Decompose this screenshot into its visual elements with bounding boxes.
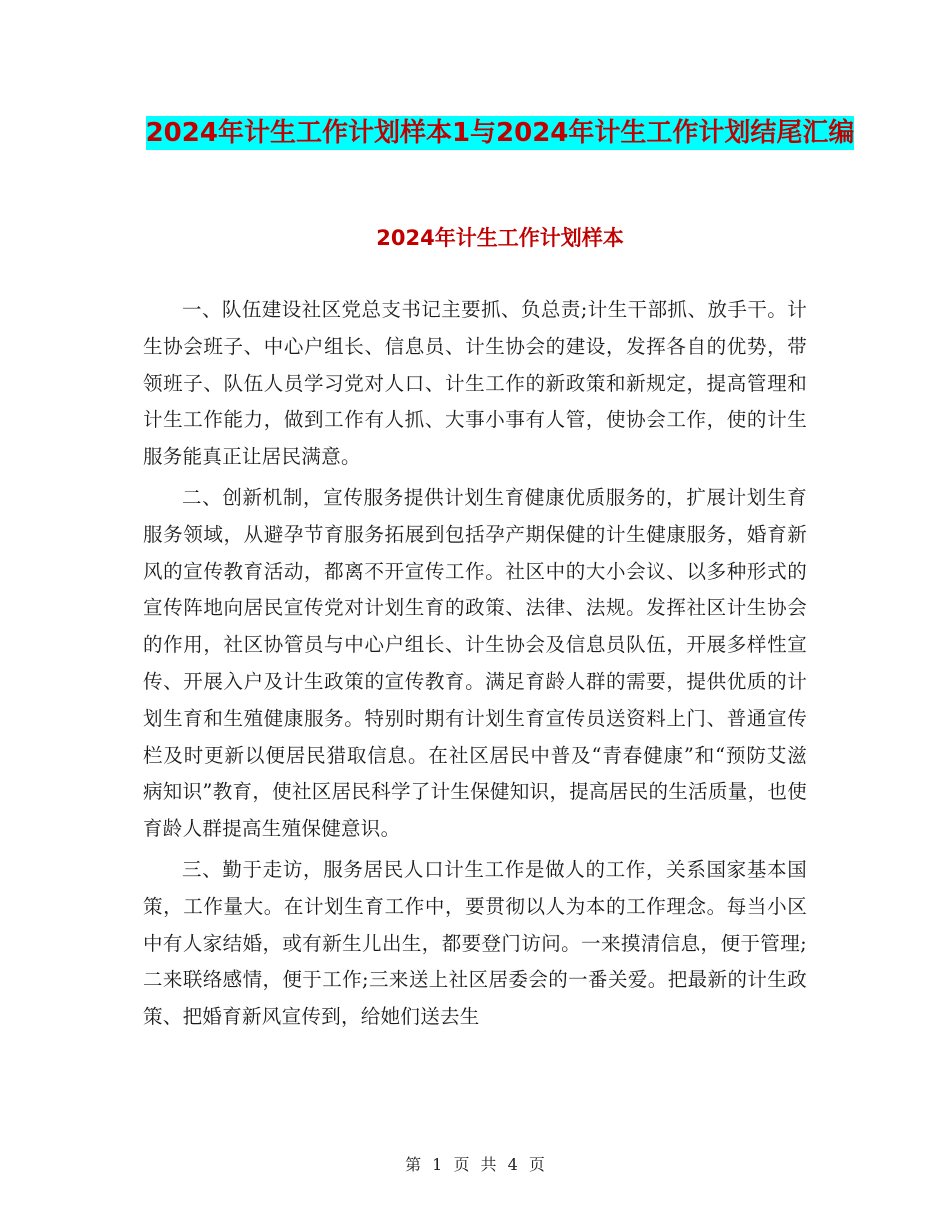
document-title-text: 2024年计生工作计划样本1与2024年计生工作计划结尾汇编 <box>145 118 855 148</box>
document-title <box>140 108 860 158</box>
document-body <box>143 292 807 1040</box>
paragraph-2: 二、创新机制，宣传服务提供计划生育健康优质服务的，扩展计划生育服务领域，从避孕节育服务拓展到包括孕产期保健的计生健康服务，婚育新风的宣传教育活动，都离不开宣传工作。社区中的大小会议、以多种形式的宣传阵地向居民宣传党对计划生育的政策、法律、法规。发挥社区计生协会的作用，社区协管员与中心户组长、计生协会及信息员队伍，开展多样性宣传、开展入户及计生政策的宣传教育。满足育龄人群的需要，提供优质的计划生育和生殖健康服务。特别时期有计划生育宣传员送资料上门、普通宣传栏及时更新以便居民猎取信息。在社区居民中普及“青春健康”和“预防艾滋病知识”教育，使社区居民科学了计生保健知识，提高居民的生活质量，也使育龄人群提高生殖保健意识。 <box>143 485 807 841</box>
page-footer: 第 1 页 共 4 页 <box>405 1155 545 1174</box>
section-subtitle: 2024年计生工作计划样本 <box>376 226 624 250</box>
paragraph-1: 一、队伍建设社区党总支书记主要抓、负总责;计生干部抓、放手干。计生协会班子、中心户组长、信息员、计生协会的建设，发挥各自的优势，带领班子、队伍人员学习党对人口、计生工作的新政策和新规定，提高管理和计生工作能力，做到工作有人抓、大事小事有人管，使协会工作，使的计生服务能真正让居民满意。 <box>143 298 807 469</box>
paragraph-3: 三、勤于走访，服务居民人口计生工作是做人的工作，关系国家基本国策，工作量大。在计划生育工作中，要贯彻以人为本的工作理念。每当小区中有人家结婚，或有新生儿出生，都要登门访问。一来摸清信息，便于管理;二来联络感情，便于工作;三来送上社区居委会的一番关爱。把最新的计生政策、把婚育新风宣传到，给她们送去生 <box>143 857 807 1029</box>
